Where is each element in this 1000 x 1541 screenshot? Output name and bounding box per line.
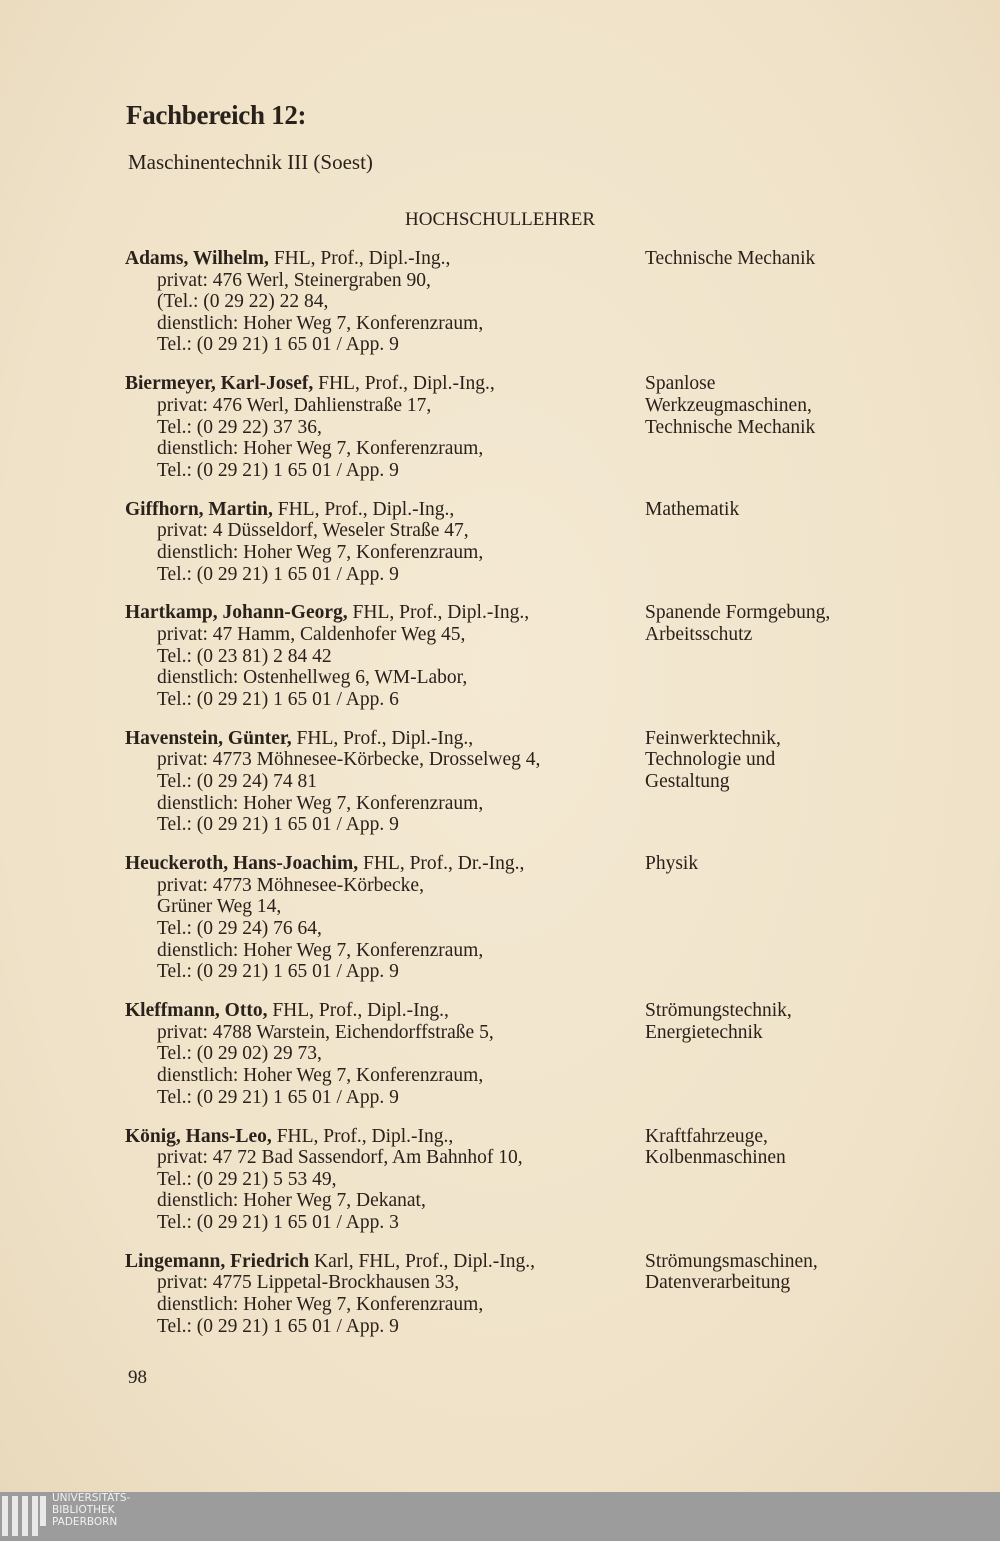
contact-line: dienstlich: Hoher Weg 7, Konferenzraum, [157,1294,484,1316]
subject-line: Gestaltung [645,771,730,793]
subject-area [645,1251,818,1337]
contact-line: Tel.: (0 29 21) 1 65 01 / App. 9 [157,459,399,481]
logo-line: BIBLIOTHEK [52,1504,115,1516]
subject-area [645,728,781,836]
person-titles: FHL, Prof., Dipl.-Ing., [347,602,530,624]
subject-line: Kolbenmaschinen [645,1147,786,1169]
entry-details [125,728,645,836]
person-titles: FHL, Prof., Dr.-Ing., [358,853,525,875]
person-titles: FHL, Prof., Dipl.-Ing., [268,248,451,269]
person-name: Havenstein, Günter, [125,727,292,749]
person-titles: FHL, Prof., Dipl.-Ing., [267,1000,449,1022]
subject-line: Spanlose [645,373,716,395]
logo-line: PADERBORN [52,1516,118,1528]
subject-area [645,248,815,356]
contact-line: (Tel.: (0 29 22) 22 84, [157,291,329,313]
subject-line: Energietechnik [645,1021,763,1043]
page-title: Fachbereich 12: [126,100,307,130]
contact-line: dienstlich: Hoher Weg 7, Konferenzraum, [157,939,484,961]
staff-entry [125,1251,905,1337]
person-titles: Karl, FHL, Prof., Dipl.-Ing., [309,1250,536,1272]
subject-line: Mathematik [645,498,740,520]
subject-area [645,602,830,710]
subject-line: Physik [645,853,699,875]
contact-line: privat: 476 Werl, Dahlienstraße 17, [157,394,432,416]
contact-line: dienstlich: Ostenhellweg 6, WM-Labor, [157,667,468,689]
contact-line: privat: 476 Werl, Steinergraben 90, [157,269,431,291]
contact-line: Tel.: (0 29 21) 1 65 01 / App. 9 [157,814,399,836]
entry-header [125,853,645,875]
contact-line: dienstlich: Hoher Weg 7, Konferenzraum, [157,312,484,334]
subject-area [645,373,815,481]
entry-header [125,248,645,270]
contact-line: Tel.: (0 29 24) 74 81 [157,771,318,793]
staff-entry [125,1000,905,1108]
contact-line: dienstlich: Hoher Weg 7, Konferenzraum, [157,541,484,563]
contact-line: Tel.: (0 29 02) 29 73, [157,1043,322,1065]
contact-line: dienstlich: Hoher Weg 7, Konferenzraum, [157,1064,484,1086]
entry-header [125,1126,645,1148]
person-name: Hartkamp, Johann-Georg, [125,602,348,624]
subject-area [645,853,698,983]
person-name: Heuckeroth, Hans-Joachim, [125,853,359,875]
contact-line: privat: 4775 Lippetal-Brockhausen 33, [157,1272,460,1294]
contact-line: Tel.: (0 29 24) 76 64, [157,917,322,939]
contact-line: Tel.: (0 29 21) 1 65 01 / App. 6 [157,688,399,710]
subject-line: Kraftfahrzeuge, [645,1125,768,1147]
contact-line: Tel.: (0 29 21) 1 65 01 / App. 9 [157,334,399,356]
subject-area [645,1000,792,1108]
staff-entry [125,602,905,710]
subject-line: Strömungsmaschinen, [645,1250,818,1272]
entry-details [125,373,645,481]
person-name: König, Hans-Leo, [125,1125,272,1147]
entry-header [125,728,645,750]
contact-line: Tel.: (0 23 81) 2 84 42 [157,645,332,667]
contact-line: Tel.: (0 29 21) 1 65 01 / App. 9 [157,961,399,983]
entry-details [125,1251,645,1337]
page-number: 98 [128,1367,147,1388]
entry-header [125,373,645,395]
person-titles: FHL, Prof., Dipl.-Ing., [291,727,474,749]
section-heading: HOCHSCHULLEHRER [405,209,596,230]
contact-line: Grüner Weg 14, [157,896,282,918]
contact-line: Tel.: (0 29 21) 1 65 01 / App. 3 [157,1211,399,1233]
contact-line: privat: 47 72 Bad Sassendorf, Am Bahnhof 10, [157,1147,523,1169]
subject-line: Technologie und [645,749,776,771]
contact-line: Tel.: (0 29 21) 1 65 01 / App. 9 [157,1086,399,1108]
contact-line: Tel.: (0 29 21) 5 53 49, [157,1168,337,1190]
staff-entry [125,728,905,836]
subject-area [645,1126,786,1234]
person-name: Adams, Wilhelm, [125,248,269,269]
subject-line: Strömungstechnik, [645,1000,792,1022]
person-titles: FHL, Prof., Dipl.-Ing., [313,373,495,395]
contact-line: privat: 4773 Möhnesee-Körbecke, Drosselweg 4, [157,749,541,771]
entry-details [125,602,645,710]
contact-line: Tel.: (0 29 22) 37 36, [157,416,322,438]
person-name: Biermeyer, Karl-Josef, [125,373,314,395]
contact-line: privat: 47 Hamm, Caldenhofer Weg 45, [157,624,466,646]
entry-header [125,1000,645,1022]
subject-line: Technische Mechanik [645,248,816,269]
library-footer-banner [0,1492,1000,1541]
person-name: Lingemann, Friedrich [125,1250,310,1272]
staff-entry [125,853,905,983]
contact-line: dienstlich: Hoher Weg 7, Dekanat, [157,1190,426,1212]
entry-details [125,499,645,585]
subject-line: Datenverarbeitung [645,1272,791,1294]
logo-line: UNIVERSITÄTS- [52,1492,131,1504]
contact-line: Tel.: (0 29 21) 1 65 01 / App. 9 [157,563,399,585]
subject-line: Werkzeugmaschinen, [645,394,812,416]
contact-line: privat: 4773 Möhnesee-Körbecke, [157,874,424,896]
contact-line: Tel.: (0 29 21) 1 65 01 / App. 9 [157,1315,399,1337]
staff-entry [125,499,905,585]
staff-entry [125,373,905,481]
contact-line: privat: 4788 Warstein, Eichendorffstraße 5, [157,1021,494,1043]
person-titles: FHL, Prof., Dipl.-Ing., [272,498,455,520]
page-subtitle: Maschinentechnik III (Soest) [128,150,373,174]
contact-line: dienstlich: Hoher Weg 7, Konferenzraum, [157,792,484,814]
person-titles: FHL, Prof., Dipl.-Ing., [271,1125,454,1147]
library-logo-text [52,1492,130,1528]
staff-list [125,248,905,1355]
entry-header [125,602,645,624]
subject-line: Spanende Formgebung, [645,602,831,624]
entry-details [125,853,645,983]
subject-line: Technische Mechanik [645,416,816,438]
subject-line: Feinwerktechnik, [645,727,781,749]
subject-line: Arbeitsschutz [645,624,753,646]
entry-header [125,499,645,521]
entry-header [125,1251,645,1273]
person-name: Kleffmann, Otto, [125,1000,268,1022]
contact-line: dienstlich: Hoher Weg 7, Konferenzraum, [157,438,484,460]
person-name: Giffhorn, Martin, [125,498,273,520]
entry-details [125,1126,645,1234]
entry-details [125,248,645,356]
entry-details [125,1000,645,1108]
subject-area [645,499,739,585]
contact-line: privat: 4 Düsseldorf, Weseler Straße 47, [157,520,469,542]
staff-entry [125,248,905,356]
staff-entry [125,1126,905,1234]
